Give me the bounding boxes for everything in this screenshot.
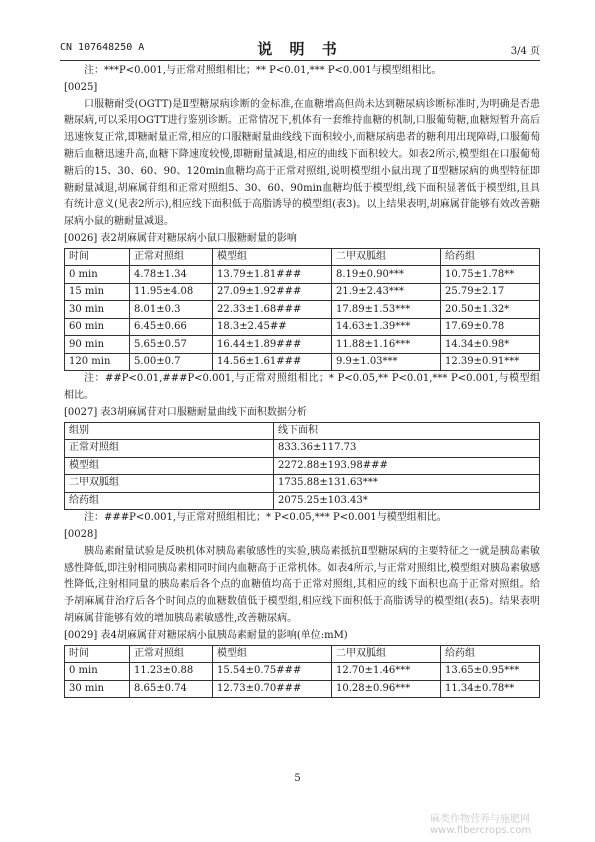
table-cell: 30 min xyxy=(65,301,130,319)
table-cell: 5.00±0.7 xyxy=(130,353,213,371)
paragraph-number: [0028] xyxy=(64,528,98,540)
table-cell: 14.34±0.98* xyxy=(441,336,540,354)
note-top: 注：***P<0.001,与正常对照组相比；** P<0.01,*** P<0.001与模型组相比。 xyxy=(84,65,442,76)
table-row xyxy=(65,475,540,493)
header-cell: 给药组 xyxy=(441,645,540,663)
caption-text: 表2胡麻属苷对糖尿病小鼠口服糖耐量的影响 xyxy=(100,232,297,244)
page-indicator: 3/4 页 xyxy=(510,46,540,57)
header-cell: 二甲双胍组 xyxy=(332,645,441,663)
table-cell: 13.79±1.81### xyxy=(213,266,332,284)
paragraph-text: 胰岛素耐量试验是反映机体对胰岛素敏感性的实验,胰岛素抵抗Ⅱ型糖尿病的主要特征之一就是胰岛素敏感性降低,即注射相同胰岛素相同时间内血糖高于正常机体。如表4所示,与正常对照组比,模型组对胰岛素敏感性降低,注射相同量的胰岛素后各个点的血糖值均高于正常对照组,其相应的线下面积也高于正常对照组。给予胡麻属苷治疗后各个时间点的血糖数值低于模型组,相应线下面积低于高脂诱导的模型组(表5)。结果表明胡麻属苷能够有效的增加胰岛素敏感性,改善糖尿病。 xyxy=(64,545,540,624)
table-cell: 16.44±1.89### xyxy=(213,336,332,354)
table-cell: 833.36±117.73 xyxy=(274,440,540,458)
header-cell: 二甲双胍组 xyxy=(332,248,441,266)
table-row xyxy=(65,680,540,698)
table-cell: 12.39±0.91*** xyxy=(441,353,540,371)
table-cell: 二甲双胍组 xyxy=(65,475,274,493)
table-cell: 21.9±2.43*** xyxy=(332,283,441,301)
table-caption xyxy=(64,628,540,645)
table-header-row xyxy=(65,645,540,663)
watermark: 麻类作物营养与施肥网 www.fibercrops.com xyxy=(430,814,532,836)
table-cell: 11.95±4.08 xyxy=(130,283,213,301)
header-cell: 组别 xyxy=(65,422,274,440)
header-cell: 模型组 xyxy=(213,248,332,266)
table-cell: 11.23±0.88 xyxy=(130,663,213,681)
header-cell: 给药组 xyxy=(441,248,540,266)
page-number: 5 xyxy=(294,773,301,784)
document-body xyxy=(64,63,540,698)
table-cell: 60 min xyxy=(65,318,130,336)
table-cell: 30 min xyxy=(65,680,130,698)
table-row xyxy=(65,336,540,354)
header-cell: 正常对照组 xyxy=(130,248,213,266)
table-caption xyxy=(64,405,540,422)
table-cell: 8.19±0.90*** xyxy=(332,266,441,284)
table-header-row xyxy=(65,422,540,440)
table-cell: 14.56±1.61### xyxy=(213,353,332,371)
header-cell: 正常对照组 xyxy=(130,645,213,663)
table-cell: 17.89±1.53*** xyxy=(332,301,441,319)
table-cell: 9.9±1.03*** xyxy=(332,353,441,371)
table-cell: 5.65±0.57 xyxy=(130,336,213,354)
table-cell: 120 min xyxy=(65,353,130,371)
table-row xyxy=(65,283,540,301)
table-cell: 27.09±1.92### xyxy=(213,283,332,301)
table-cell: 25.79±2.17 xyxy=(441,283,540,301)
paragraph-number: [0026] xyxy=(64,232,98,244)
table-cell: 8.65±0.74 xyxy=(130,680,213,698)
ogtt-table xyxy=(64,248,540,372)
table-cell: 10.28±0.96*** xyxy=(332,680,441,698)
table-cell: 12.70±1.46*** xyxy=(332,663,441,681)
table-cell: 13.65±0.95*** xyxy=(441,663,540,681)
paragraph-number: [0029] xyxy=(64,629,98,641)
page-header xyxy=(60,38,540,58)
table-cell: 模型组 xyxy=(65,457,274,475)
header-cell: 线下面积 xyxy=(274,422,540,440)
document-title: 说 明 书 xyxy=(257,40,343,58)
table-caption xyxy=(64,231,540,248)
caption-text: 表3胡麻属苷对口服糖耐量曲线下面积数据分析 xyxy=(100,406,307,418)
table-header-row xyxy=(65,248,540,266)
table-row xyxy=(65,318,540,336)
table-cell: 2075.25±103.43* xyxy=(274,492,540,510)
table-cell: 给药组 xyxy=(65,492,274,510)
table-cell: 1735.88±131.63*** xyxy=(274,475,540,493)
table-cell: 22.33±1.68### xyxy=(213,301,332,319)
table-cell: 4.78±1.34 xyxy=(130,266,213,284)
table-cell: 8.01±0.3 xyxy=(130,301,213,319)
caption-text: 表4胡麻属苷对糖尿病小鼠胰岛素耐量的影响(单位:mM) xyxy=(100,629,348,641)
table-cell: 90 min xyxy=(65,336,130,354)
table-row xyxy=(65,492,540,510)
table-cell: 11.88±1.16*** xyxy=(332,336,441,354)
table-cell: 11.34±0.78** xyxy=(441,680,540,698)
paragraph-text: 口服糖耐受(OGTT)是Ⅱ型糖尿病诊断的金标准,在血糖增高但尚未达到糖尿病诊断标准时,为明确是否患糖尿病,可以采用OGTT进行鉴别诊断。正常情况下,机体有一套维持血糖的机制,口服葡萄糖,血糖短暂升高后迅速恢复正常,即糖耐量正常,相应的口服糖耐量曲线线下面积较小,而糖尿病患者的糖利用出现障碍,口服葡萄糖后血糖迅速升高,血糖下降速度较慢,即糖耐量减退,相应的曲线下面积较大。如表2所示,模型组在口服葡萄糖后的15、30、60、90、120min血糖均高于正常对照组,说明模型组小鼠出现了Ⅱ型糖尿病的典型特征即糖耐量减退,胡麻属苷组和正常对照组5、30、60、90min血糖均低于模型组,线下面积显著低于模型组,且具有统计意义(见表2所示),相应线下面积低于高脂诱导的模型组(表3)。以上结果表明,胡麻属苷能够有效改善糖尿病小鼠的糖耐量减退。 xyxy=(64,98,540,228)
table-row xyxy=(65,301,540,319)
table-row xyxy=(65,663,540,681)
paragraph-number: [0027] xyxy=(64,406,98,418)
header-cell: 时间 xyxy=(65,248,130,266)
table-row xyxy=(65,457,540,475)
table-cell: 18.3±2.45## xyxy=(213,318,332,336)
table-row xyxy=(65,266,540,284)
table-row xyxy=(65,440,540,458)
table-note: 注：###P<0.001,与正常对照组相比；* P<0.05,*** P<0.001与模型组相比。 xyxy=(84,512,447,524)
table-cell: 17.69±0.78 xyxy=(441,318,540,336)
table-cell: 15 min xyxy=(65,283,130,301)
table-cell: 12.73±0.70### xyxy=(213,680,332,698)
header-cell: 时间 xyxy=(65,645,130,663)
auc-table xyxy=(64,422,540,511)
publication-number: CN 107648250 A xyxy=(60,42,145,53)
table-cell: 20.50±1.32* xyxy=(441,301,540,319)
table-row xyxy=(65,353,540,371)
table-cell: 10.75±1.78** xyxy=(441,266,540,284)
paragraph-number: [0025] xyxy=(64,81,98,93)
table-cell: 0 min xyxy=(65,266,130,284)
header-cell: 模型组 xyxy=(213,645,332,663)
table-cell: 0 min xyxy=(65,663,130,681)
itt-table xyxy=(64,645,540,699)
table-cell: 6.45±0.66 xyxy=(130,318,213,336)
header-rule xyxy=(60,60,540,61)
table-cell: 2272.88±193.98### xyxy=(274,457,540,475)
table-note: 注：##P<0.01,###P<0.001,与正常对照组相比；* P<0.05,** P<0.01,*** P<0.001,与模型组相比。 xyxy=(64,373,540,402)
table-cell: 15.54±0.75### xyxy=(213,663,332,681)
table-cell: 14.63±1.39*** xyxy=(332,318,441,336)
table-cell: 正常对照组 xyxy=(65,440,274,458)
